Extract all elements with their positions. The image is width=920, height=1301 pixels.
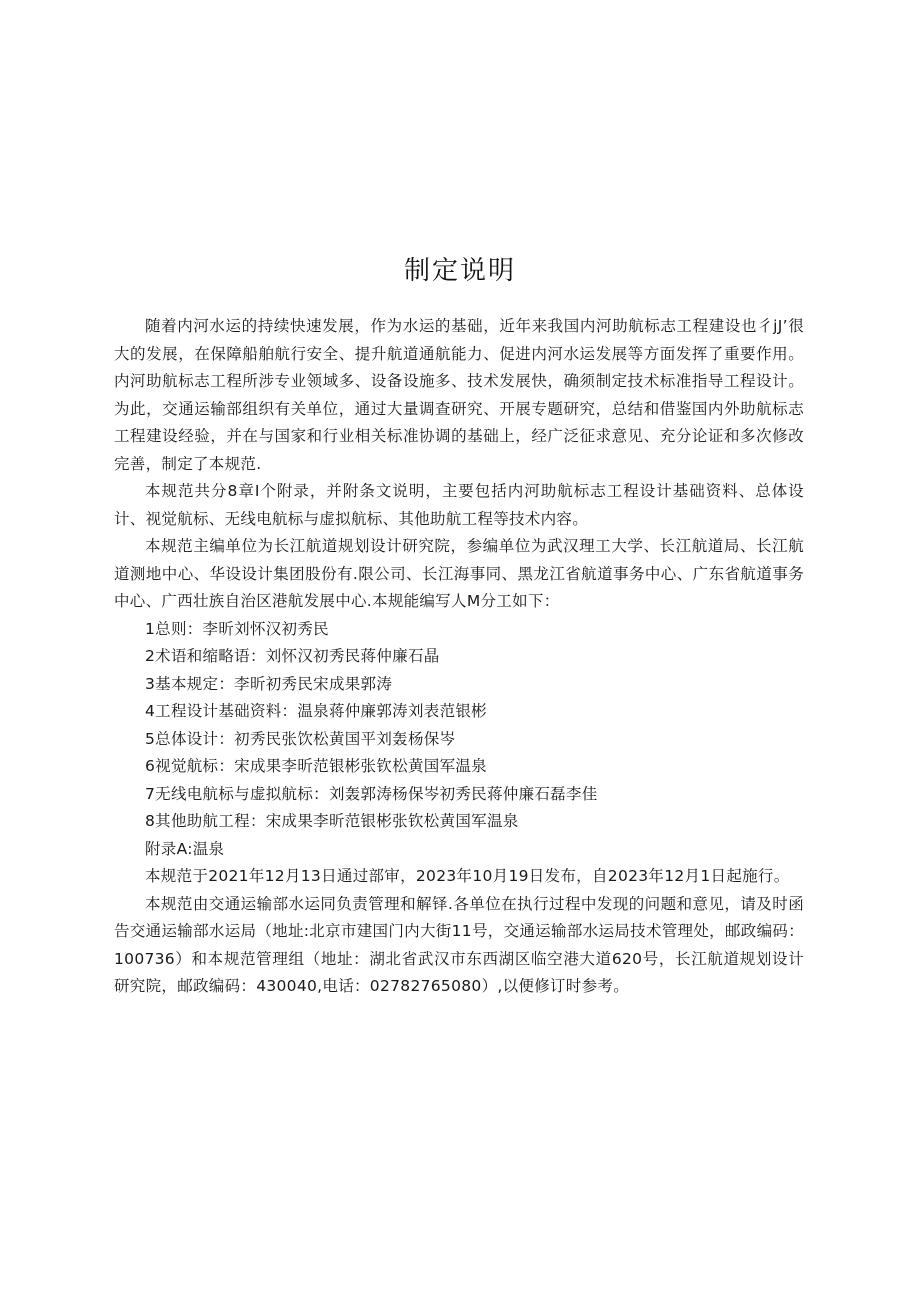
list-item: 1总则：李昕刘怀汉初秀民	[145, 619, 329, 638]
author-list	[114, 616, 804, 864]
contact-paragraph: 本规范由交通运输部水运同负责管理和解铎.各单位在执行过程中发现的问题和意见，请及时函告交通运输部水运局（地址:北京市建国门内大街11号，交通运输部水运局技术管理处，邮政编码：100736）和本规范管理组（地址：湖北省武汉市东西湖区临空港大道620号，长江航道规划设计研究院，邮政编码：430040,电话：02782765080）,以便修订时参考。	[114, 894, 804, 995]
units-paragraph: 本规范主编单位为长江航道规划设计研究院，参编单位为武汉理工大学、长江航道局、长江航道测地中心、华设设计集团股份有.限公司、长江海事同、黑龙江省航道事务中心、广东省航道事务中心、广西壮族自治区港航发展中心.本规能编写人M分工如下：	[114, 537, 804, 610]
list-item: 4工程设计基础资料：温泉蒋仲廉郭涛刘表范银彬	[145, 702, 487, 720]
page-title: 制定说明	[403, 256, 516, 286]
list-item: 8其他助航工程：宋成果李昕范银彬张钦松黄国军温泉	[145, 812, 519, 830]
list-item: 7无线电航标与虚拟航标：刘轰郭涛杨保岑初秀民蒋仲廉石磊李佳	[145, 784, 598, 803]
list-item: 附录A:温泉	[145, 839, 225, 858]
dates-paragraph: 本规范于2021年12月13日通过部审，2023年10月19日发布，自2023年12月1日起施行。	[145, 867, 790, 885]
list-item: 5总体设计：初秀民张饮松黄国平刘轰杨保岑	[145, 729, 456, 748]
intro-paragraph: 随着内河水运的持续快速发展，作为水运的基础，近年来我国内河助航标志工程建设也彳jJ’很大的发展，在保障船舶航行安全、提升航道通航能力、促进内河水运发展等方面发挥了重要作用。内河助航标志工程所涉专业领域多、设备设施多、技术发展快，确须制定技术标准指导工程设计。为此，交通运输部组织有关单位，通过大量调查研究、开展专题研究，总结和借鉴国内外助航标志工程建设经验，并在与国家和行业相关标准协调的基础上，经广泛征求意见、充分论证和多次修改完善，制定了本规范.	[114, 317, 804, 473]
list-item: 6视觉航标：宋成果李昕范银彬张钦松黄国军温泉	[145, 757, 487, 775]
document-body	[114, 313, 804, 1001]
scope-paragraph: 本规范共分8章I个附录，并附条文说明，主要包括内河助航标志工程设计基础资料、总体设计、视觉航标、无线电航标与虚拟航标、其他助航工程等技术内容。	[114, 482, 804, 528]
list-item: 2术语和缩略语：刘怀汉初秀民蒋仲廉石晶	[145, 647, 440, 665]
list-item: 3基本规定：李昕初秀民宋成果郭涛	[145, 674, 393, 693]
